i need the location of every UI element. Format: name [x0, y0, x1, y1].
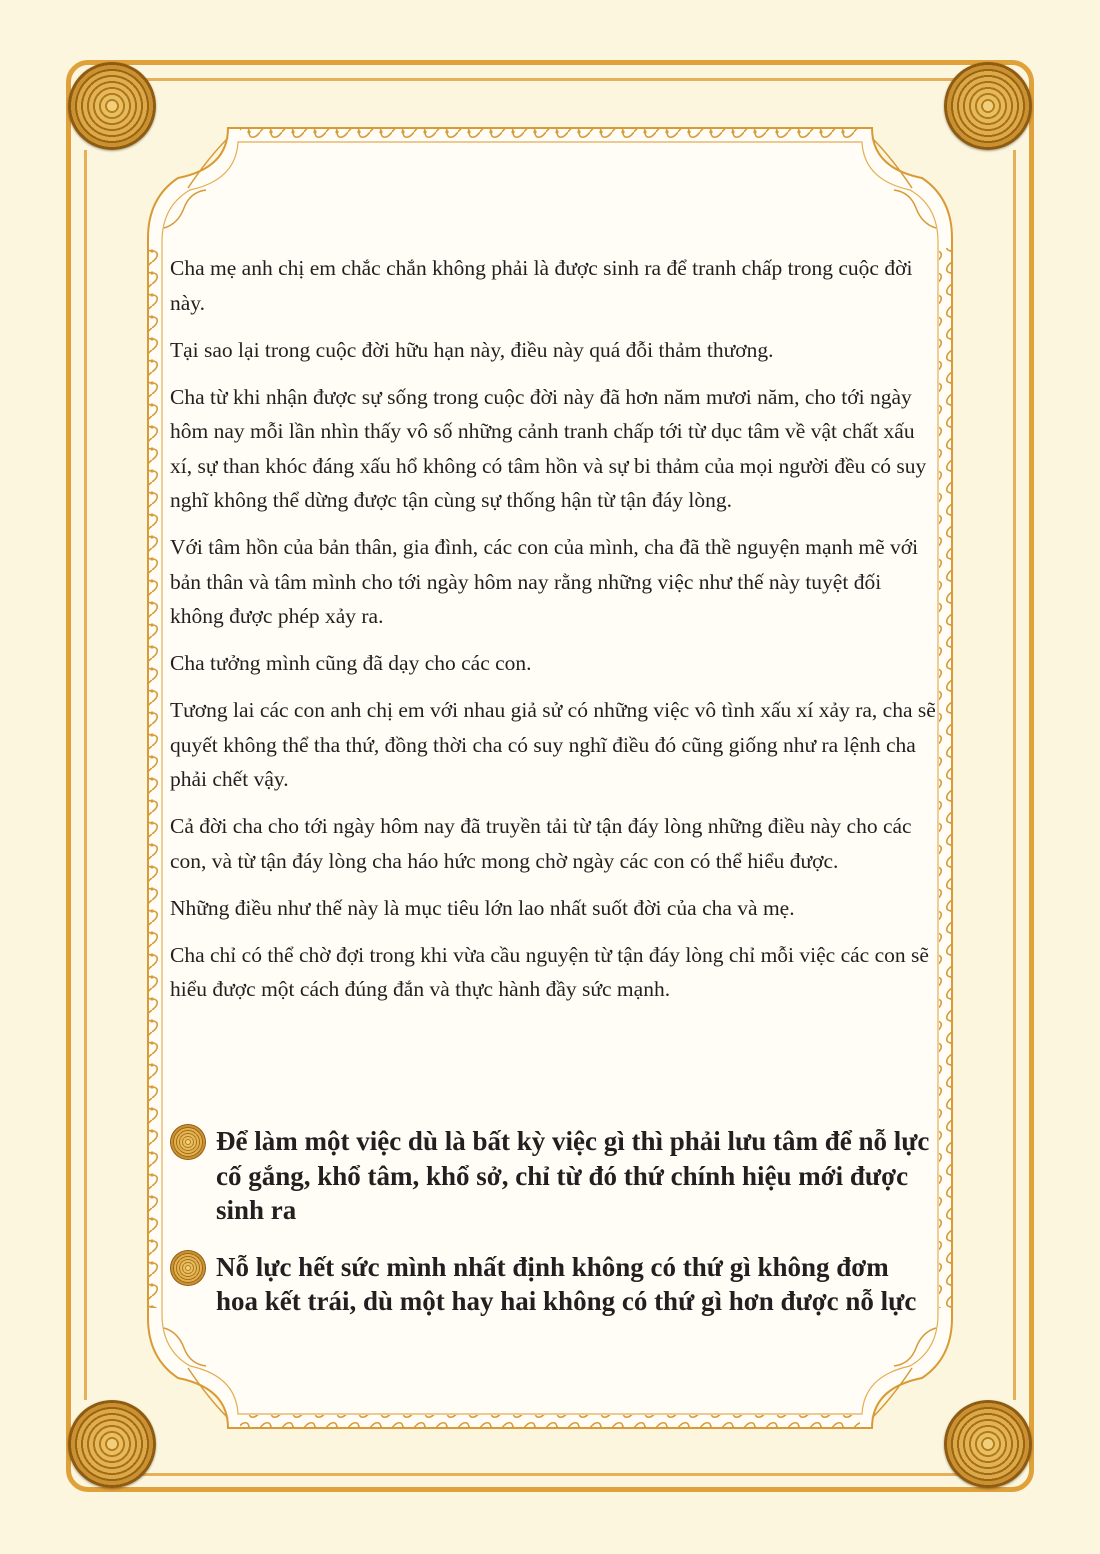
paragraph-3: Cha từ khi nhận được sự sống trong cuộc đời này đã hơn năm mươi năm, cho tới ngày hôm nay mỗi lần nhìn thấy vô số những cảnh tranh chấp tới từ dục tâm về vật chất xấu xí, sự than khóc đáng xấu hổ không có tâm hồn và sự bi thảm của mọi người đều có suy nghĩ không thể dừng được tận cùng sự thống hận từ tận đáy lòng. — [170, 384, 927, 512]
paragraph-1: Cha mẹ anh chị em chắc chắn không phải là được sinh ra để tranh chấp trong cuộc đời này. — [170, 256, 913, 315]
paragraph-8: Những điều như thế này là mục tiêu lớn lao nhất suốt đời của cha và mẹ. — [170, 895, 795, 920]
paragraph-4: Với tâm hồn của bản thân, gia đình, các con của mình, cha đã thề nguyện mạnh mẽ với bản thân và tâm mình cho tới ngày hôm nay rằng những việc như thế này tuyệt đối không được phép xảy ra. — [170, 535, 919, 628]
bullet-item — [170, 1250, 930, 1319]
frame-inner-line-right — [1013, 150, 1016, 1400]
highlight-bullets — [170, 1124, 930, 1341]
coin-bullet-icon — [170, 1124, 206, 1160]
letter-body — [170, 251, 940, 1019]
frame-inner-line-bottom — [140, 1473, 960, 1476]
paragraph-2: Tại sao lại trong cuộc đời hữu hạn này, điều này quá đỗi thảm thương. — [170, 337, 774, 362]
bullet-text: Để làm một việc dù là bất kỳ việc gì thì phải lưu tâm để nỗ lực cố gắng, khổ tâm, khổ sở, chỉ từ đó thứ chính hiệu mới được sinh ra — [216, 1126, 930, 1225]
paragraph-9: Cha chỉ có thể chờ đợi trong khi vừa cầu nguyện từ tận đáy lòng chỉ mỗi việc các con sẽ hiểu được một cách đúng đắn và thực hành đầy sức mạnh. — [170, 942, 929, 1001]
bullet-text: Nỗ lực hết sức mình nhất định không có thứ gì không đơm hoa kết trái, dù một hay hai không có thứ gì hơn được nỗ lực — [216, 1251, 917, 1316]
coin-bullet-icon — [170, 1250, 206, 1286]
paragraph-6: Tương lai các con anh chị em với nhau giả sử có những việc vô tình xấu xí xảy ra, cha sẽ quyết không thể tha thứ, đồng thời cha có suy nghĩ điều đó cũng giống như ra lệnh cha phải chết vậy. — [170, 698, 936, 791]
paragraph-7: Cả đời cha cho tới ngày hôm nay đã truyền tải từ tận đáy lòng những điều này cho các con, và từ tận đáy lòng cha háo hức mong chờ ngày các con có thể hiểu được. — [170, 814, 912, 873]
paragraph-5: Cha tưởng mình cũng đã dạy cho các con. — [170, 651, 532, 675]
bullet-item — [170, 1124, 930, 1228]
frame-inner-line-top — [140, 78, 960, 81]
frame-inner-line-left — [84, 150, 87, 1400]
